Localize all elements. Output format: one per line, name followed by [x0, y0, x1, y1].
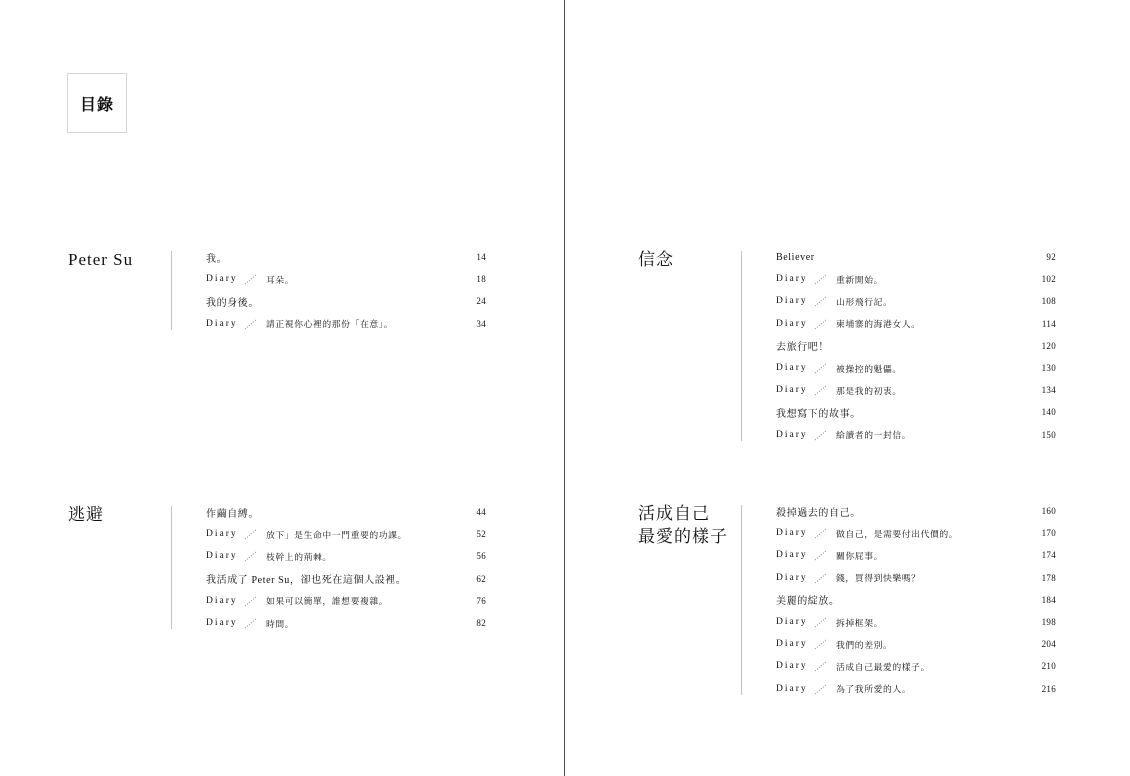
entry-main — [206, 505, 446, 520]
diary-label: Diary — [776, 639, 808, 650]
slash-icon — [814, 660, 828, 672]
page-number: 52 — [476, 529, 486, 540]
diary-label: Diary — [206, 595, 238, 606]
diary-label: Diary — [776, 617, 808, 628]
entry-main — [776, 295, 1016, 308]
entry-title: 請正視你心裡的那份「在意」。 — [266, 319, 394, 330]
toc-entry — [206, 313, 486, 335]
entry-main — [776, 428, 1016, 441]
entry-title: 山形飛行記。 — [836, 296, 893, 307]
entry-title: 去旅行吧！ — [776, 342, 829, 354]
entry-title: 如果可以簡單，誰想要複雜。 — [266, 596, 389, 607]
toc-entry — [776, 357, 1056, 379]
page-number: 18 — [476, 274, 486, 285]
page-number: 184 — [1041, 594, 1056, 605]
entry-title: 我的身後。 — [206, 297, 259, 309]
entry-main — [776, 273, 1016, 286]
toc-entry-list — [776, 500, 1056, 700]
toc-title: 目錄 — [79, 96, 114, 114]
toc-entry — [776, 424, 1056, 446]
entry-title: 重新開始。 — [836, 274, 883, 285]
page-number: 198 — [1041, 617, 1056, 628]
toc-entry-list — [206, 246, 486, 335]
diary-label: Diary — [776, 528, 808, 539]
entry-main — [776, 638, 1016, 651]
entry-main — [776, 504, 1016, 519]
entry-title: 拆掉框架。 — [836, 617, 883, 628]
section-rule — [741, 251, 742, 441]
diary-label: Diary — [776, 318, 808, 329]
slash-icon — [814, 638, 828, 650]
page-number: 174 — [1041, 550, 1056, 561]
section-heading-line: 活成自己 — [638, 504, 710, 523]
toc-entry — [206, 268, 486, 290]
page-number: 44 — [476, 507, 486, 518]
section-heading-line: Peter Su — [68, 250, 134, 269]
section-heading — [68, 503, 104, 526]
entry-main — [776, 660, 1016, 673]
entry-title: 我們的差別。 — [836, 639, 893, 650]
page-number: 130 — [1041, 363, 1056, 374]
toc-entry — [206, 612, 486, 634]
section-heading — [638, 502, 728, 548]
entry-main — [776, 317, 1016, 330]
diary-label: Diary — [776, 363, 808, 374]
toc-entry — [776, 522, 1056, 544]
entry-title: 給讀者的一封信。 — [836, 430, 912, 441]
diary-label: Diary — [776, 572, 808, 583]
entry-main — [206, 317, 446, 330]
page-number: 92 — [1046, 252, 1056, 263]
diary-label: Diary — [776, 385, 808, 396]
entry-main — [776, 682, 1016, 695]
entry-title: 活成自己最愛的樣子。 — [836, 661, 930, 672]
entry-main — [776, 571, 1016, 584]
entry-main — [206, 571, 446, 586]
toc-entry — [206, 501, 486, 523]
slash-icon — [814, 572, 828, 584]
page-number: 134 — [1041, 385, 1056, 396]
slash-icon — [814, 273, 828, 285]
entry-main — [776, 616, 1016, 629]
page-number: 140 — [1041, 407, 1056, 418]
page-number: 76 — [476, 595, 486, 606]
section-rule — [741, 505, 742, 695]
toc-entry — [206, 590, 486, 612]
entry-main — [206, 528, 446, 541]
entry-title: 被操控的魁儡。 — [836, 363, 902, 374]
toc-entry — [206, 523, 486, 545]
slash-icon — [244, 617, 258, 629]
toc-entry — [206, 246, 486, 268]
entry-title: 柬埔寨的海港女人。 — [836, 319, 921, 330]
section-heading-line: 信念 — [638, 250, 674, 269]
diary-label: Diary — [776, 274, 808, 285]
entry-title: 作繭自縛。 — [206, 508, 259, 520]
entry-main — [776, 362, 1016, 375]
page-number: 102 — [1041, 274, 1056, 285]
page-number: 114 — [1041, 318, 1056, 329]
toc-entry — [776, 589, 1056, 611]
entry-main — [206, 550, 446, 563]
slash-icon — [244, 550, 258, 562]
page-number: 150 — [1041, 429, 1056, 440]
section-heading-line: 逃避 — [68, 505, 104, 524]
toc-entry — [776, 401, 1056, 423]
toc-entry — [776, 500, 1056, 522]
diary-label: Diary — [206, 529, 238, 540]
page-number: 178 — [1041, 572, 1056, 583]
section-heading-line: 最愛的樣子 — [638, 527, 728, 546]
diary-label: Diary — [206, 318, 238, 329]
section-heading — [68, 248, 133, 271]
page-number: 82 — [476, 618, 486, 629]
toc-entry-list — [206, 501, 486, 634]
slash-icon — [814, 362, 828, 374]
page-number: 34 — [476, 318, 486, 329]
section-heading — [638, 248, 674, 271]
entry-title: 為了我所愛的人。 — [836, 684, 912, 695]
entry-main — [206, 273, 446, 286]
page-number: 120 — [1041, 340, 1056, 351]
page-number: 24 — [476, 296, 486, 307]
page-number: 62 — [476, 573, 486, 584]
toc-entry-list — [776, 246, 1056, 446]
toc-entry — [776, 268, 1056, 290]
entry-title: 我活成了 Peter Su，卻也死在這個人設裡。 — [206, 575, 407, 587]
diary-label: Diary — [776, 661, 808, 672]
entry-main — [206, 250, 446, 265]
page-number: 56 — [476, 551, 486, 562]
slash-icon — [244, 595, 258, 607]
slash-icon — [814, 616, 828, 628]
toc-entry — [776, 313, 1056, 335]
entry-title: 美麗的綻放。 — [776, 596, 840, 608]
entry-title: 關你屁事。 — [836, 550, 883, 561]
slash-icon — [814, 295, 828, 307]
entry-title: 做自己，是需要付出代價的。 — [836, 528, 959, 539]
entry-main — [776, 338, 1016, 353]
slash-icon — [814, 683, 828, 695]
toc-entry — [776, 335, 1056, 357]
toc-entry — [206, 568, 486, 590]
entry-title: 耳朵。 — [266, 274, 295, 285]
page-number: 210 — [1041, 661, 1056, 672]
diary-label: Diary — [776, 429, 808, 440]
entry-title: 我。 — [206, 253, 228, 265]
slash-icon — [814, 429, 828, 441]
entry-main — [776, 384, 1016, 397]
slash-icon — [814, 549, 828, 561]
toc-title-box — [67, 73, 127, 133]
entry-title: 枝幹上的荊棘。 — [266, 551, 332, 562]
entry-main — [776, 252, 1016, 263]
toc-entry — [776, 633, 1056, 655]
page-number: 108 — [1041, 296, 1056, 307]
diary-label: Diary — [776, 683, 808, 694]
toc-entry — [776, 567, 1056, 589]
page-number: 204 — [1041, 639, 1056, 650]
diary-label: Diary — [206, 551, 238, 562]
entry-title: 那是我的初衷。 — [836, 385, 902, 396]
entry-title: 錢，買得到快樂嗎？ — [836, 573, 921, 584]
page-number: 14 — [476, 252, 486, 263]
slash-icon — [244, 528, 258, 540]
entry-title: 時間。 — [266, 618, 295, 629]
entry-main — [206, 594, 446, 607]
entry-title: Believer — [776, 251, 815, 263]
toc-entry — [776, 611, 1056, 633]
entry-title: 放下」是生命中一門重要的功課。 — [266, 529, 407, 540]
page-number: 160 — [1041, 506, 1056, 517]
page-gutter-divider — [564, 0, 565, 776]
entry-main — [776, 527, 1016, 540]
toc-entry — [776, 678, 1056, 700]
toc-entry — [776, 544, 1056, 566]
section-rule — [171, 506, 172, 629]
page-number: 216 — [1041, 683, 1056, 694]
entry-title: 殺掉過去的自己。 — [776, 507, 861, 519]
toc-entry — [776, 379, 1056, 401]
entry-main — [206, 294, 446, 309]
entry-main — [776, 549, 1016, 562]
toc-entry — [776, 655, 1056, 677]
diary-label: Diary — [206, 274, 238, 285]
diary-label: Diary — [776, 550, 808, 561]
entry-title: 我想寫下的故事。 — [776, 408, 861, 420]
page-number: 170 — [1041, 528, 1056, 539]
entry-main — [776, 405, 1016, 420]
section-rule — [171, 251, 172, 330]
slash-icon — [814, 384, 828, 396]
toc-entry — [206, 545, 486, 567]
diary-label: Diary — [206, 618, 238, 629]
slash-icon — [244, 318, 258, 330]
toc-entry — [776, 246, 1056, 268]
toc-entry — [776, 290, 1056, 312]
entry-main — [206, 617, 446, 630]
diary-label: Diary — [776, 296, 808, 307]
toc-entry — [206, 290, 486, 312]
entry-main — [776, 592, 1016, 607]
slash-icon — [814, 318, 828, 330]
slash-icon — [244, 273, 258, 285]
slash-icon — [814, 527, 828, 539]
